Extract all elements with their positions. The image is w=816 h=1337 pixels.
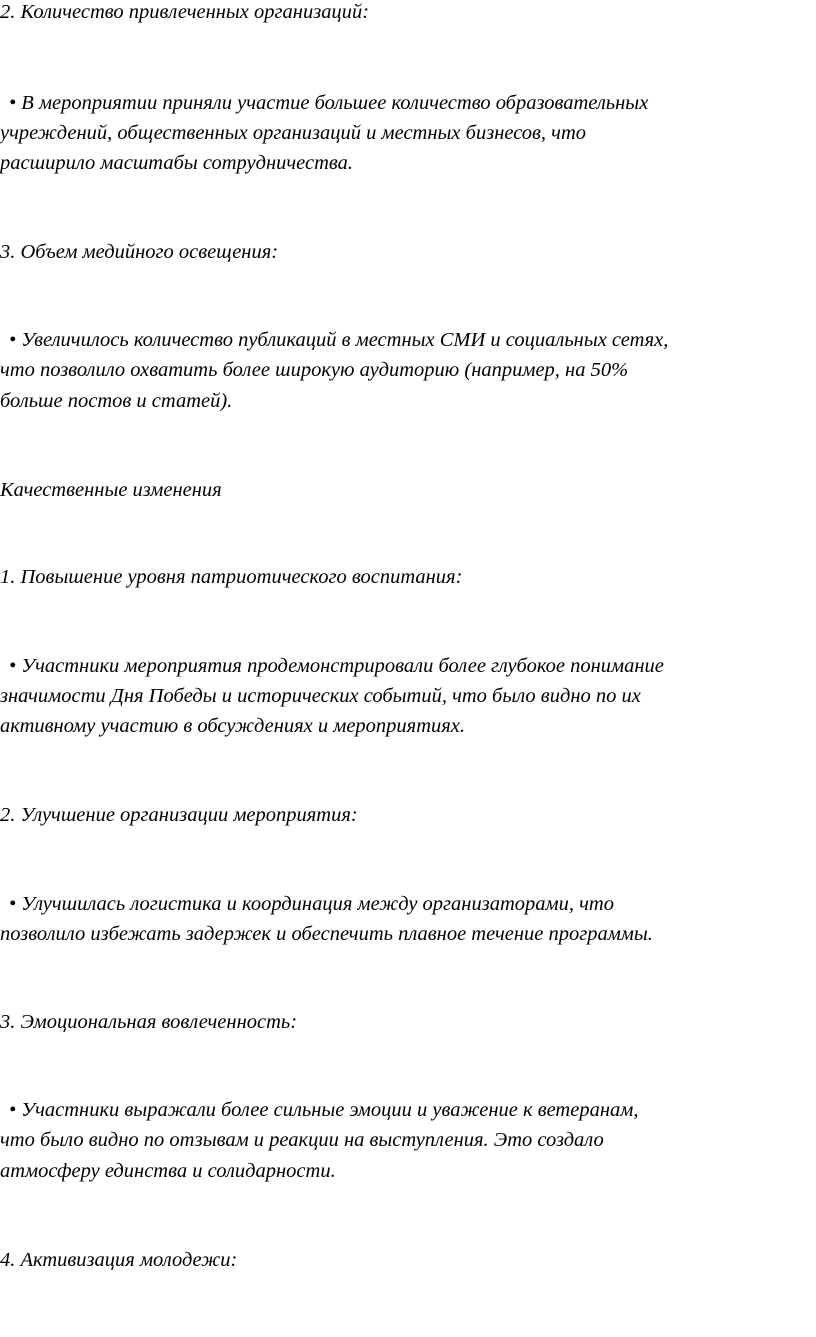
section-heading: 4. Активизация молодежи: [0, 1249, 238, 1271]
bullet-paragraph-line: • В мероприятии приняли участие большее количество образовательных [9, 92, 649, 114]
bullet-paragraph-line: • Участники мероприятия продемонстрировали более глубокое понимание [9, 655, 664, 677]
bullet-paragraph-line: • Участники выражали более сильные эмоции и уважение к ветеранам, [9, 1099, 639, 1121]
paragraph-line: значимости Дня Победы и исторических событий, что было видно по их [0, 685, 641, 707]
paragraph-line: расширило масштабы сотрудничества. [0, 152, 354, 174]
section-heading: 2. Улучшение организации мероприятия: [0, 804, 358, 826]
paragraph-line: позволило избежать задержек и обеспечить плавное течение программы. [0, 923, 653, 945]
bullet-paragraph-line: • Улучшилась логистика и координация между организаторами, что [9, 893, 614, 915]
section-heading: 3. Эмоциональная вовлеченность: [0, 1011, 298, 1033]
paragraph-line: больше постов и статей). [0, 390, 233, 412]
paragraph-line: что позволило охватить более широкую аудиторию (например, на 50% [0, 359, 629, 381]
paragraph-line: что было видно по отзывам и реакции на выступления. Это создало [0, 1129, 604, 1151]
section-title: Качественные изменения [0, 479, 222, 501]
paragraph-line: атмосферу единства и солидарности. [0, 1160, 336, 1182]
section-heading: 2. Количество привлеченных организаций: [0, 1, 370, 23]
section-heading: 1. Повышение уровня патриотического воспитания: [0, 566, 463, 588]
paragraph-line: учреждений, общественных организаций и местных бизнесов, что [0, 122, 587, 144]
section-heading: 3. Объем медийного освещения: [0, 241, 279, 263]
paragraph-line: активному участию в обсуждениях и мероприятиях. [0, 715, 466, 737]
bullet-paragraph-line: • Увеличилось количество публикаций в местных СМИ и социальных сетях, [9, 329, 669, 351]
